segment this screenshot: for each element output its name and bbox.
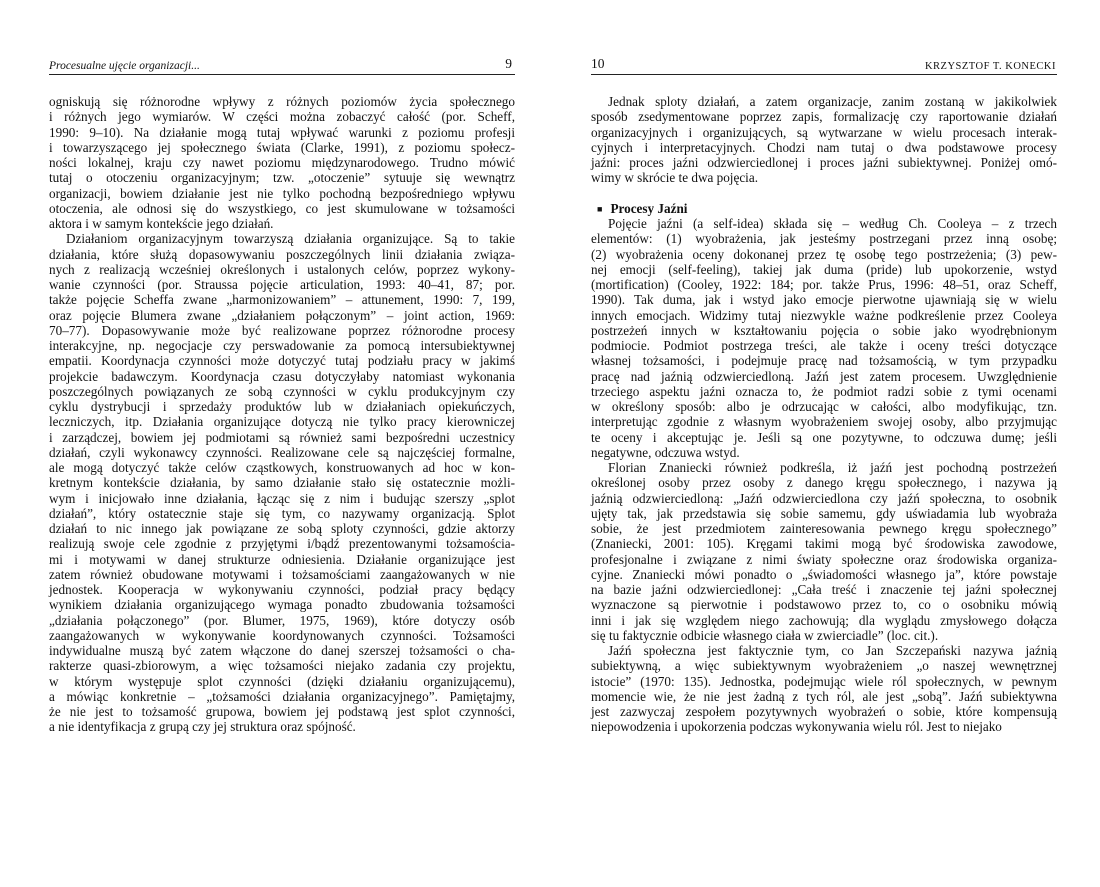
text-line: empatii. Koordynacja czynności może dotyczyć tutaj podziału pracy w jakimś xyxy=(49,353,515,369)
text-line: 70–77). Dopasowywanie może być realizowane poprzez różnorodne procesy xyxy=(49,322,515,338)
text-line: rakterze quasi-zbiorowym, a więc tożsamości niejako zadania czy projektu, xyxy=(49,658,515,674)
text-line: cyjne. Znaniecki mówi ponadto o „świadomości własnego ja”, które powstaje xyxy=(591,566,1057,582)
text-line: zaangażowanych w wykonywanie koordynowanych czynności. Tożsamości xyxy=(49,627,515,643)
text-line: projekcie badawczym. Koordynacja czasu dotyczyłaby natomiast wykonania xyxy=(49,368,515,384)
text-line: że nie jest to tożsamość grupowa, bowiem jej podstawą jest splot czynności, xyxy=(49,704,515,719)
text-line: wym i inicjowało inne działania, łącząc się z nim i budując szerszy „splot xyxy=(49,490,515,506)
header-rule xyxy=(49,74,515,75)
text-line: się tu faktycznie odbicie własnego ciała w zwierciadle” (loc. cit.). xyxy=(591,627,939,643)
text-line: działań, czyli wykonawcy czynności. Realizowane cele są najczęściej formalne, xyxy=(49,444,515,460)
text-line: działań”, który ostatecznie staje się tym, co nazywamy organizacją. Splot xyxy=(49,505,515,521)
text-line: poszczególnych powiązanych ze sobą czynności w cyklu produkcyjnym czy xyxy=(49,383,515,399)
text-line: i zarządczej, bowiem jej podmiotami są również sami bezpośredni uczestnicy xyxy=(49,429,515,445)
text-line: a nie identyfikacja z grupą czy jej struktura oraz spójność. xyxy=(49,719,356,735)
text-line: istocie” (1970: 135). Jednostka, podejmując wiele ról społecznych, w pewnym xyxy=(591,673,1057,689)
text-line: (mortification) (Cooley, 1922: 184; por. także Prus, 1996: 48–51, oraz Scheff, xyxy=(591,277,1057,292)
text-line: niepowodzenia i upokorzenia podczas wykonywania wielu ról. Jest to niejako xyxy=(591,719,1002,735)
text-line: sobie, że jest przedmiotem zainteresowania pewnego kręgu społecznego” xyxy=(591,521,1057,536)
text-line: ale mogą dotyczyć także celów cząstkowych, konstruowanych ad hoc w kon- xyxy=(49,460,515,475)
text-line: zatem również obudowane motywami i tożsamościami zaangażowanych w nie xyxy=(49,566,515,582)
text-line: Pojęcie jaźni (a self-idea) składa się – według Ch. Cooleya – z trzech xyxy=(608,216,1057,231)
right-page xyxy=(555,0,1100,887)
body-text xyxy=(591,94,1057,735)
text-line: organizacyjnych i organizujących, są wytwarzane w wielu procesach interak- xyxy=(591,124,1057,140)
body-text xyxy=(49,94,515,735)
text-line: własnej tożsamości, i podejmuje pracę nad tożsamością, w tym przypadku xyxy=(591,353,1057,369)
text-line: otoczenia, ale odnosi się do wszystkiego, co jest skumulowane w tożsamości xyxy=(49,200,515,216)
text-line: w którym występuje splot czynności (dzięki działaniu organizującemu), xyxy=(49,673,515,689)
text-line: określonej osoby przez osoby z danego kręgu społecznego, i nazywa ją xyxy=(591,475,1057,491)
text-line: mi i motywami w danej strukturze odniesienia. Działanie organizujące jest xyxy=(49,551,515,567)
text-line: działań to nic innego jak powiązane ze sobą sploty czynności, gdzie aktorzy xyxy=(49,521,515,536)
text-line: cyklu dystrybucji i sprzedaży produktów lub w działaniach opiekuńczych, xyxy=(49,399,515,414)
text-line: sposób zsedymentowane poprzez zapis, formalizację czy raportowanie działań xyxy=(591,109,1057,125)
text-line: ności lokalnej, kraju czy nawet poziomu międzynarodowego. Trudno mówić xyxy=(49,155,515,170)
text-line: kretnym kontekście działania, by samo działanie stało się ostatecznie możli- xyxy=(49,475,515,491)
text-line: wyznaczone są pierwotnie i podstawowo przez to, co o osobniku mówią xyxy=(591,597,1057,613)
text-line: 1990: 9–10). Na działanie mogą tutaj wpływać warunki z poziomu profesji xyxy=(49,124,515,140)
text-line: 1990). Tak duma, jak i wstyd jako emocje pierwotne ujawniają się w wielu xyxy=(591,292,1057,308)
text-line: inni i jak się względem niego zachowują; dla wyglądu zmysłowego dołącza xyxy=(591,612,1057,628)
bullet-icon: ■ xyxy=(597,204,603,215)
text-line: podmiocie. Podmiot postrzega treści, ale także i oceny treści dotyczące xyxy=(591,338,1057,353)
page-number: 10 xyxy=(591,56,605,71)
text-line: Jaźń społeczna jest faktycznie tym, co Jan Szczepański nazywa jaźnią xyxy=(608,643,1057,658)
text-line: (Znaniecki, 2001: 105). Kręgami takimi mogą być środowiska zawodowe, xyxy=(591,536,1057,552)
text-line: elementów: (1) wyobrażenia, jak jesteśmy postrzegani przez inną osobę; xyxy=(591,231,1057,247)
text-line: pracę nad jaźnią odzwierciedloną. Jaźń jest zatem procesem. Uwzględnienie xyxy=(591,368,1057,384)
text-line: profesjonalne i związane z nimi światy społeczne oraz środowiska organiza- xyxy=(591,551,1057,567)
text-line: oraz pojęcie Blumera zwane „działaniem połączonym” – joint action, 1969: xyxy=(49,307,515,323)
text-line: i towarzyszącego jej społecznego świata (Clarke, 1991), z poziomu społecz- xyxy=(49,139,515,155)
text-line: działania, które służą dopasowywaniu poszczególnych linii działania związa- xyxy=(49,246,515,262)
text-line: „działania połączonego” (por. Blumer, 1975, 1969), które dotyczy osób xyxy=(49,612,515,628)
text-line: także pojęcie Scheffa zwane „harmonizowaniem” – attunement, 1990: 7, 199, xyxy=(49,292,515,308)
text-line: a mówiąc konkretnie – „tożsamości działania organizacyjnego”. Pamiętajmy, xyxy=(49,688,515,704)
running-title: Procesualne ujęcie organizacji... xyxy=(49,60,200,72)
text-line: jednostek. Kooperacja w wykonywaniu czynności, podział pracy będący xyxy=(49,582,515,597)
text-line: na bazie jaźni odzwierciedlonej: „Cała treść i znaczenie tej jaźni społecznej xyxy=(591,582,1057,597)
text-line: i różnych jego wymiarów. W części można zobaczyć całość (por. Scheff, xyxy=(49,109,515,125)
text-line: wimy w skrócie te dwa pojęcia. xyxy=(591,170,758,186)
running-head xyxy=(49,56,512,72)
text-line: Jednak sploty działań, a zatem organizacje, zanim zostaną w jakikolwiek xyxy=(608,94,1057,109)
running-author: KRZYSZTOF T. KONECKI xyxy=(924,61,1056,72)
text-line: jaźnią odzwierciedloną: „Jaźń odzwierciedlona czy jaźń społeczna, to osobnik xyxy=(591,490,1057,506)
text-line: nych z realizacją wcześniej określonych i ustalonych celów, poprzez wykony- xyxy=(49,261,515,277)
text-line: Florian Znaniecki również podkreśla, iż jaźń jest pochodną postrzeżeń xyxy=(608,460,1057,475)
text-line: organizacji, bowiem działanie jest nie tylko pochodną bezpośredniego wpływu xyxy=(49,185,515,201)
text-line: negatywne, odczuwa wstyd. xyxy=(591,444,740,460)
text-line: wynikiem działania organizującego wymaga ponadto zbudowania tożsamości xyxy=(49,597,515,613)
text-line: Działaniom organizacyjnym towarzyszą działania organizujące. Są to takie xyxy=(66,231,515,247)
text-line: tutaj o otoczeniu organizacyjnym; tzw. „otoczenie” sytuuje się wewnątrz xyxy=(49,170,515,186)
left-page xyxy=(0,0,545,887)
text-line: jest zazwyczaj zespołem pozytywnych wyobrażeń o sobie, które kompensują xyxy=(591,704,1057,719)
text-line: leczniczych, itp. Działania organizujące dotyczą nie tylko pracy kierowniczej xyxy=(49,414,515,430)
section-heading xyxy=(591,201,1057,216)
text-line: aktora i w samym kontekście jego działań. xyxy=(49,216,274,231)
text-line: (2) wyobrażenia oceny dokonanej przez tę osobę tego postrzeżenia; (3) pew- xyxy=(591,246,1057,262)
text-line: interakcyjne, np. negocjacje czy perswadowanie za pomocą intersubiektywnej xyxy=(49,338,515,353)
text-line: interpretując zgodnie z własnym wyobrażeniem swojej osoby, albo przyjmując xyxy=(591,414,1057,430)
text-line: te oceny i akceptując je. Jeśli są one pozytywne, to odczuwa dumę; jeśli xyxy=(591,429,1057,445)
text-line: ujęty tak, jak przedstawia się sobie samemu, gdy uświadamia lub wyobraża xyxy=(591,505,1057,521)
text-line: w określony sposób: albo je odrzucając w całości, albo modyfikując, tzn. xyxy=(591,399,1057,414)
text-line: momencie wie, że nie jest żadną z tych ról, ale jest „sobą”. Jaźń subiektywna xyxy=(591,688,1057,704)
header-rule xyxy=(591,74,1057,75)
text-line: wanie czynności (por. Straussa pojęcie articulation, 1993: 40–41, 87; por. xyxy=(49,277,515,292)
text-line: indywidualne muszą być zatem włączone do danej szerszej tożsamości o cha- xyxy=(49,643,515,658)
text-line: cyjnych i interpretacyjnych. Chodzi nam tutaj o dwa podstawowe procesy xyxy=(591,139,1057,155)
text-line: innych emocjach. Widzimy tutaj niezwykle ważne podkreślenie przez Cooleya xyxy=(591,307,1057,323)
page-number: 9 xyxy=(505,56,512,71)
text-line: realizują swoje cele zgodnie z przyjętymi i/bądź prezentowanymi tożsamościa- xyxy=(49,536,515,552)
text-line: ogniskują się różnorodne wpływy z różnych poziomów życia społecznego xyxy=(49,94,515,109)
text-line: postrzeżeń innych w kształtowaniu pojęcia o sobie jako wyodrębnionym xyxy=(591,322,1057,338)
text-line: nej emocji (self-feeling), takiej jak duma (pride) lub upokorzenie, wstyd xyxy=(591,261,1057,277)
text-line: subiektywną, a więc subiektywnym wyobrażeniem „o naszej wewnętrznej xyxy=(591,658,1057,674)
text-line: jaźni: proces jaźni odzwierciedlonej i proces jaźni subiektywnej. Poniżej omó- xyxy=(591,155,1057,170)
text-line: trzeciego aspektu jaźni oznacza to, że podmiot radzi sobie z tymi ocenami xyxy=(591,383,1057,399)
running-head xyxy=(591,56,1056,72)
section-gap xyxy=(591,186,1057,201)
section-heading-text: Procesy Jaźni xyxy=(610,200,688,216)
